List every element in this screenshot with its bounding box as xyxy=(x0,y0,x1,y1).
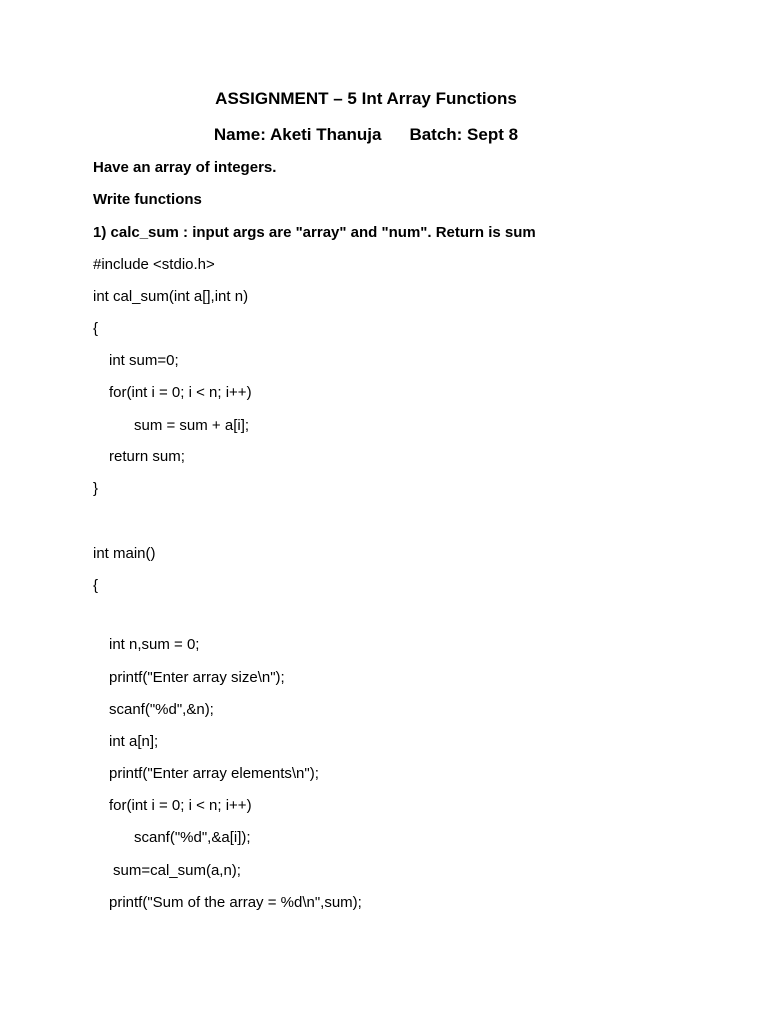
task-1-heading: 1) calc_sum : input args are "array" and "num". Return is sum xyxy=(93,224,536,241)
code-line: printf("Enter array elements\n"); xyxy=(109,765,319,782)
code-line: printf("Sum of the array = %d\n",sum); xyxy=(109,894,362,911)
code-line: printf("Enter array size\n"); xyxy=(109,669,285,686)
code-line: { xyxy=(93,320,99,337)
student-name: Name: Aketi Thanuja xyxy=(213,125,382,144)
code-line: return sum; xyxy=(109,448,185,465)
code-line: int a[n]; xyxy=(109,733,159,750)
student-info xyxy=(0,125,732,145)
intro-text: Have an array of integers. xyxy=(93,159,277,176)
code-line: for(int i = 0; i < n; i++) xyxy=(109,384,252,401)
assignment-title: ASSIGNMENT – 5 Int Array Functions xyxy=(215,89,517,108)
code-line: int cal_sum(int a[],int n) xyxy=(93,288,249,305)
code-line: int main() xyxy=(93,545,156,562)
code-line: scanf("%d",&a[i]); xyxy=(134,829,251,846)
code-line: sum = sum + a[i]; xyxy=(134,417,250,434)
write-functions-heading: Write functions xyxy=(93,191,202,208)
code-line: sum=cal_sum(a,n); xyxy=(113,862,241,879)
code-line: int sum=0; xyxy=(109,352,179,369)
code-line: scanf("%d",&n); xyxy=(109,701,214,718)
batch-info: Batch: Sept 8 xyxy=(409,125,519,144)
code-line: #include <stdio.h> xyxy=(93,256,215,273)
code-line: { xyxy=(93,577,99,594)
code-line: for(int i = 0; i < n; i++) xyxy=(109,797,252,814)
code-line: } xyxy=(93,480,99,497)
code-line: int n,sum = 0; xyxy=(109,636,200,653)
